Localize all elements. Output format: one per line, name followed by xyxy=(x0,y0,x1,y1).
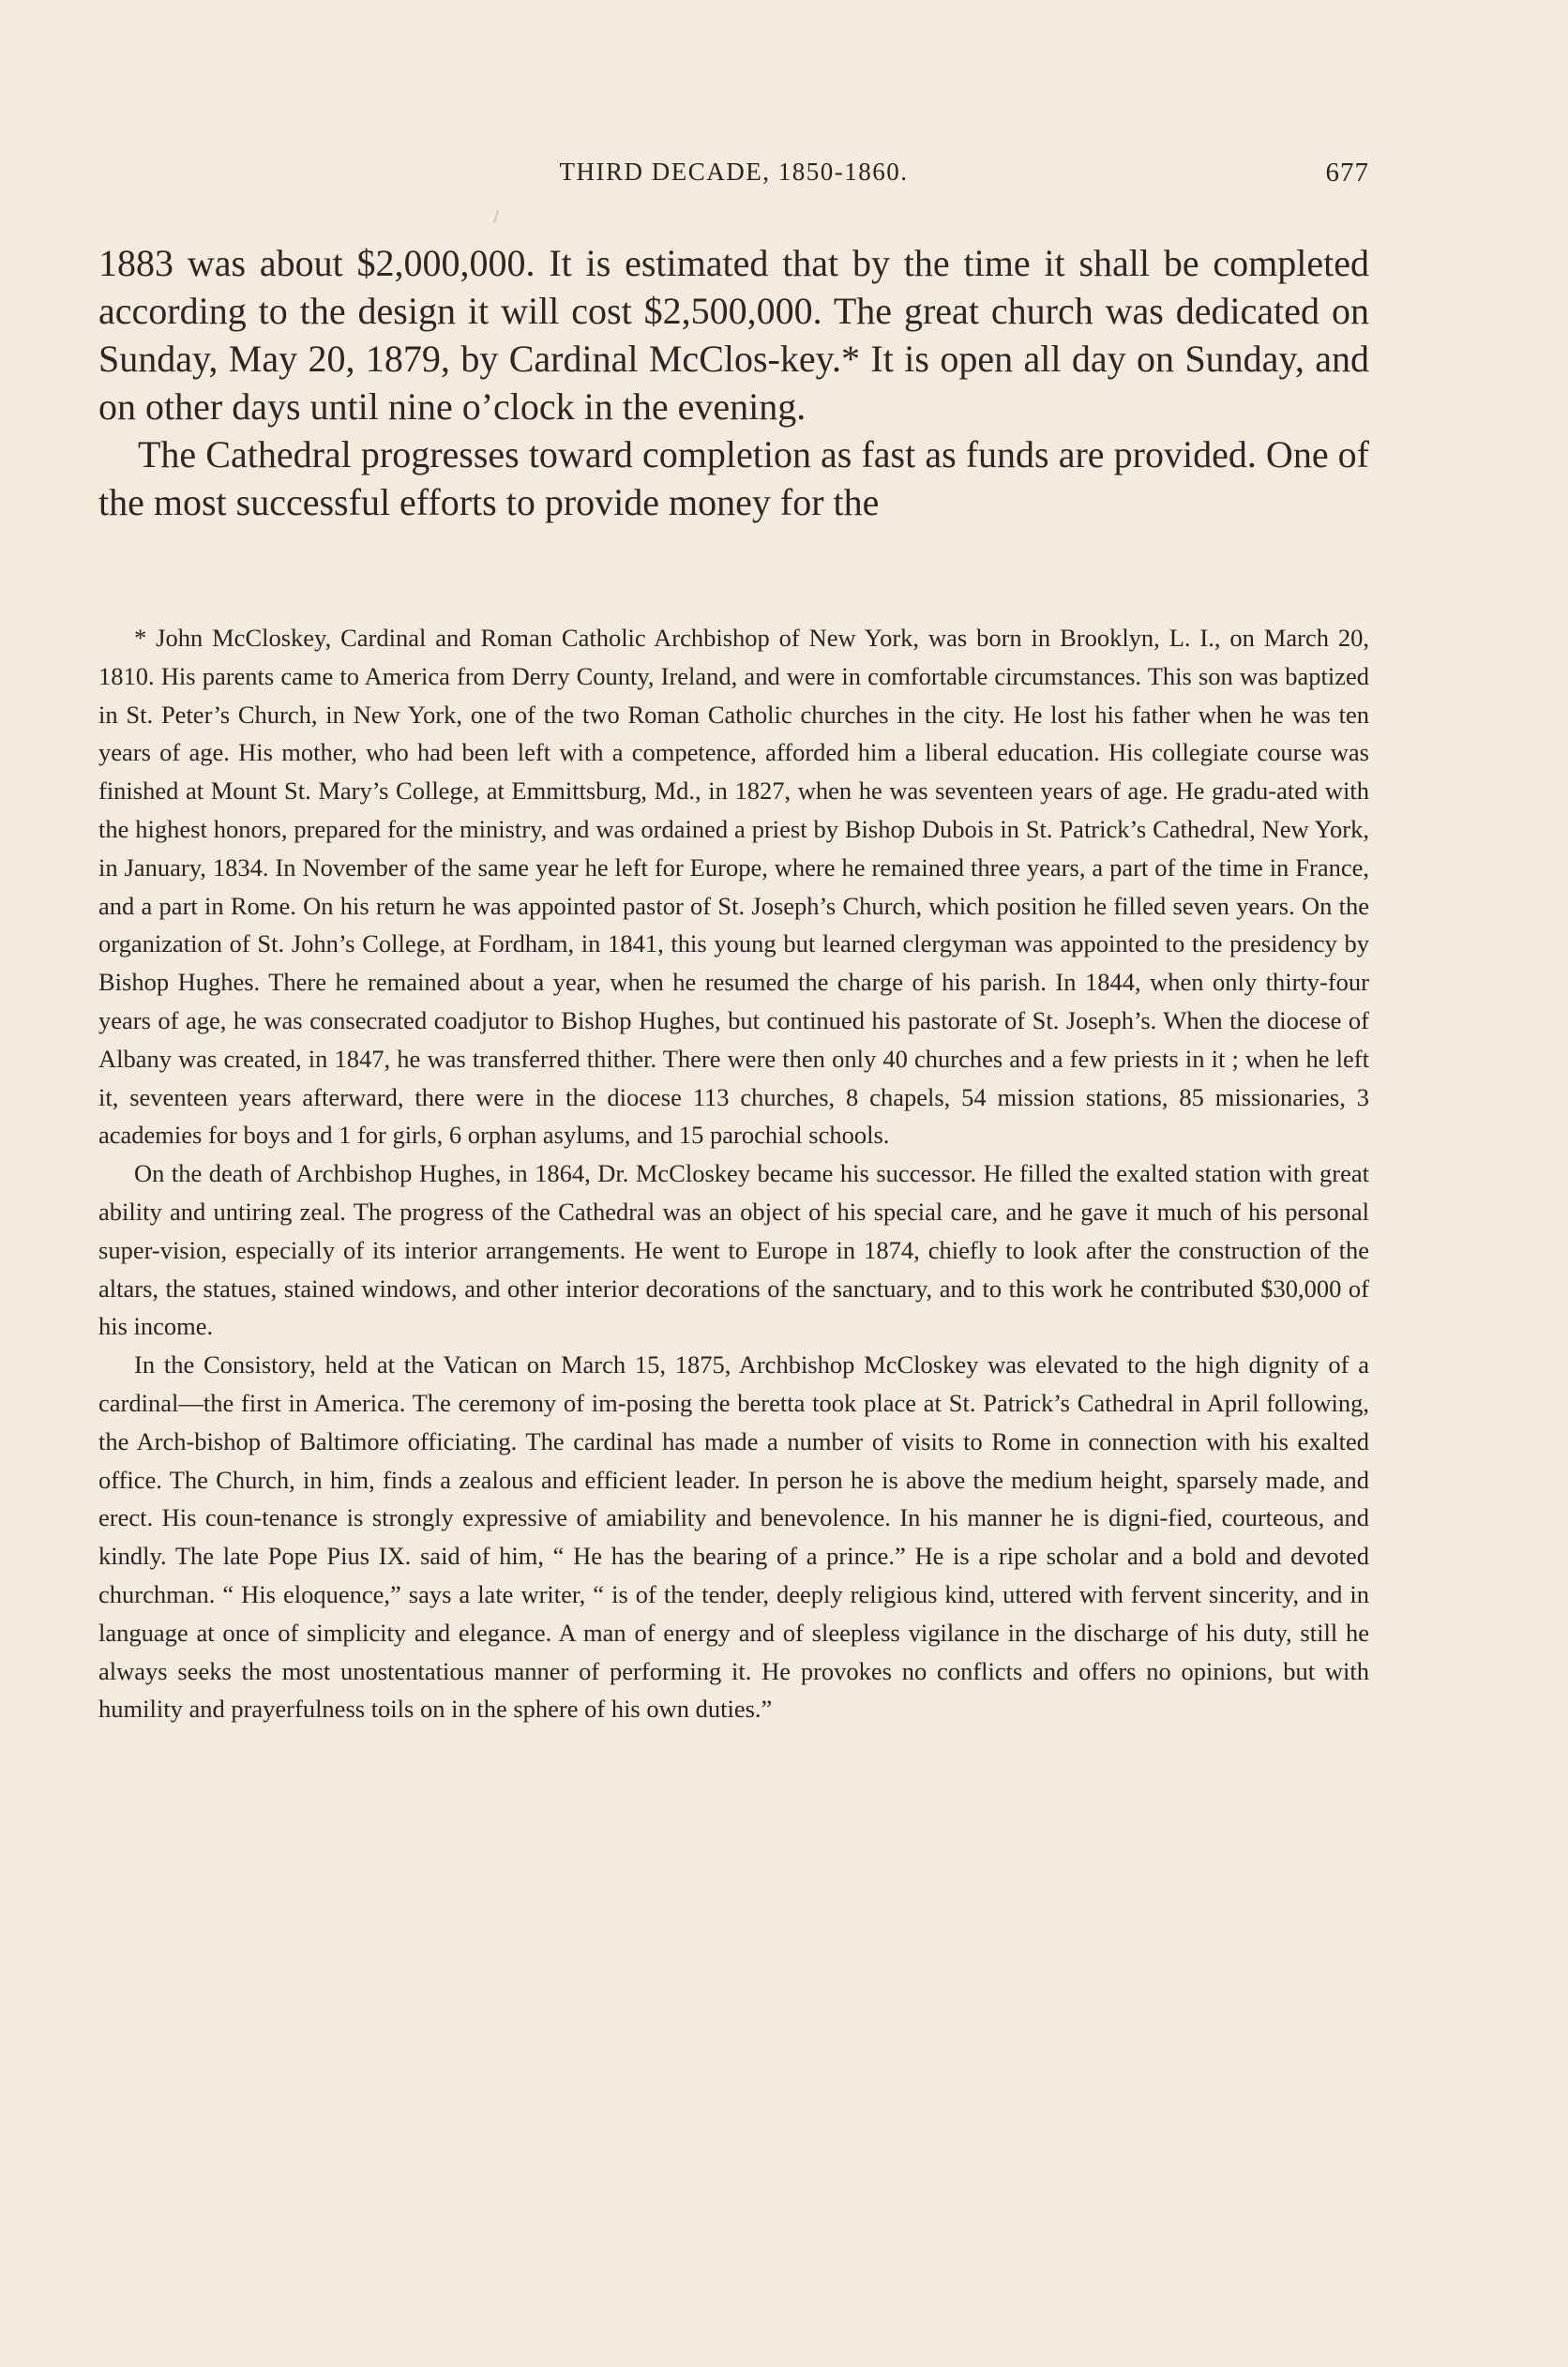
page-number: 677 xyxy=(1325,158,1369,188)
body-paragraph: 1883 was about $2,000,000. It is estimated that by the time it shall be completed according to the design it will cost $2,500,000. The great church was dedicated on Sunday, May 20, 1879, by Cardinal McClos-key.* It is open all day on Sunday, and on other days until nine o’clock in the evening. xyxy=(98,242,1369,428)
stray-mark xyxy=(493,210,499,223)
running-title: THIRD DECADE, 1850-1860. xyxy=(559,158,909,186)
footnote-paragraph: In the Consistory, held at the Vatican on March 15, 1875, Archbishop McCloskey was elevated to the high dignity of a cardinal—the first in America. The ceremony of im-posing the beretta took place at St. Patrick’s Cathedral in April following, the Arch-bishop of Baltimore officiating. The cardinal has made a number of visits to Rome in connection with his exalted office. The Church, in him, finds a zealous and efficient leader. In person he is above the medium height, sparsely made, and erect. His coun-tenance is strongly expressive of amiability and benevolence. In his manner he is digni-fied, courteous, and kindly. The late Pope Pius IX. said of him, “ He has the bearing of a prince.” He is a ripe scholar and a bold and devoted churchman. “ His eloquence,” says a late writer, “ is of the tender, deeply religious kind, uttered with fervent sincerity, and in language at once of simplicity and elegance. A man of energy and of sleepless vigilance in the discharge of his duty, still he always seeks the most unostentatious manner of performing it. He provokes no conflicts and offers no opinions, but with humility and prayerfulness toils on in the sphere of his own duties.” xyxy=(98,1350,1369,1724)
footnote-paragraph: * John McCloskey, Cardinal and Roman Catholic Archbishop of New York, was born in Brooklyn, L. I., on March 20, 1810. His parents came to America from Derry County, Ireland, and were in comfortable circumstances. This son was baptized in St. Peter’s Church, in New York, one of the two Roman Catholic churches in the city. He lost his father when he was ten years of age. His mother, who had been left with a competence, afforded him a liberal education. His collegiate course was finished at Mount St. Mary’s College, at Emmittsburg, Md., in 1827, when he was seventeen years of age. He gradu-ated with the highest honors, prepared for the ministry, and was ordained a priest by Bishop Dubois in St. Patrick’s Cathedral, New York, in January, 1834. In November of the same year he left for Europe, where he remained three years, a part of the time in France, and a part in Rome. On his return he was appointed pastor of St. Joseph’s Church, which position he filled seven years. On the organization of St. John’s College, at Fordham, in 1841, this young but learned clergyman was appointed to the presidency by Bishop Hughes. There he remained about a year, when he resumed the charge of his parish. In 1844, when only thirty-four years of age, he was consecrated coadjutor to Bishop Hughes, but continued his pastorate of St. Joseph’s. When the diocese of Albany was created, in 1847, he was transferred thither. There were then only 40 churches and a few priests in it ; when he left it, seventeen years afterward, there were in the diocese 113 churches, 8 chapels, 54 mission stations, 85 missionaries, 3 academies for boys and 1 for girls, 6 orphan asylums, and 15 parochial schools. xyxy=(98,624,1369,1150)
main-text xyxy=(98,239,1369,526)
footnote xyxy=(98,619,1369,1728)
footnote-paragraph: On the death of Archbishop Hughes, in 1864, Dr. McCloskey became his successor. He filled the exalted station with great ability and untiring zeal. The progress of the Cathedral was an object of his special care, and he gave it much of his personal super-vision, especially of its interior arrangements. He went to Europe in 1874, chiefly to look after the construction of the altars, the statues, stained windows, and other interior decorations of the sanctuary, and to this work he contributed $30,000 of his income. xyxy=(98,1159,1369,1341)
body-paragraph: The Cathedral progresses toward completion as fast as funds are provided. One of the most successful efforts to provide money for the xyxy=(98,433,1369,523)
running-head xyxy=(98,158,1369,195)
